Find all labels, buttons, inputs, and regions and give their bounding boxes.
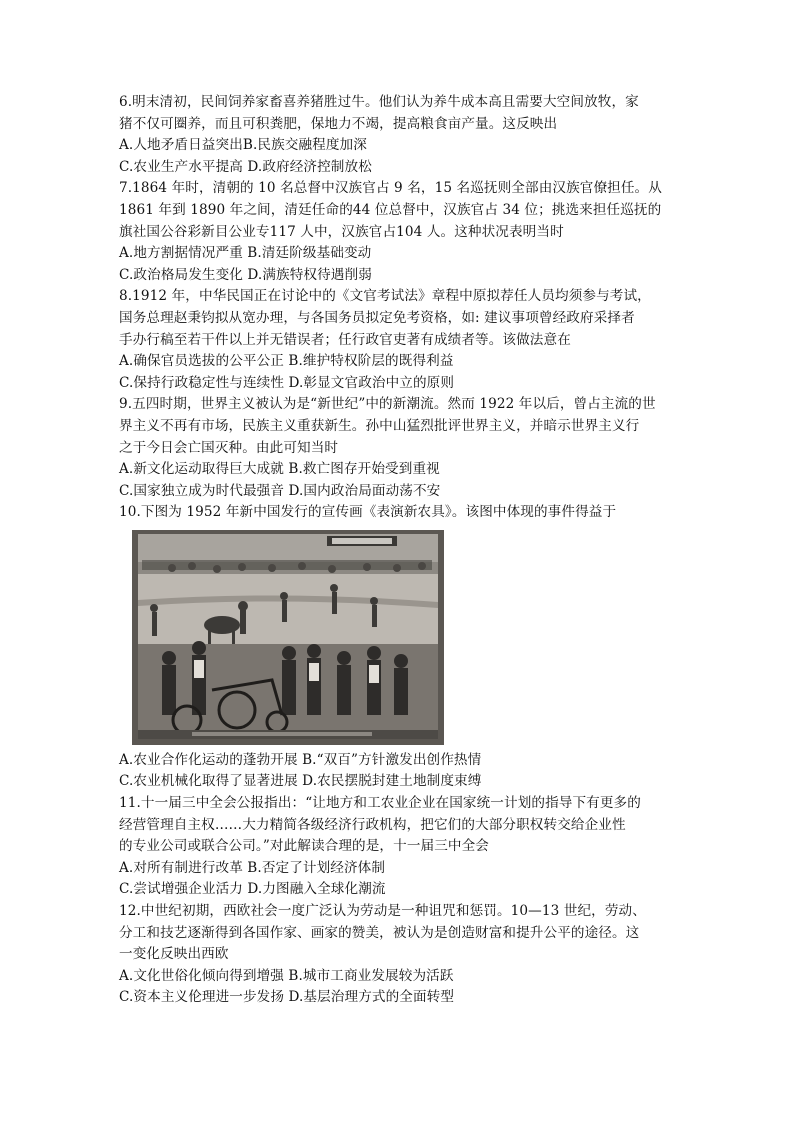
question-stem-line: 1861 年到 1890 年之间，清廷任命的44 位总督中，汉族官占 34 位；挑选来担任巡抚的 [119,201,662,218]
answer-option[interactable]: C.国家独立成为时代最强音 D.国内政治局面动荡不安 [119,482,441,499]
answer-option[interactable]: A.文化世俗化倾向得到增强 B.城市工商业发展较为活跃 [119,967,454,984]
question-stem-line: 猪不仅可圈养，而且可积粪肥，保地力不竭，提高粮食亩产量。这反映出 [119,115,558,132]
question-stem-line: 9.五四时期，世界主义被认为是“新世纪”中的新潮流。然而 1922 年以后，曾占主流的世 [119,396,656,413]
question-12 [119,901,679,1009]
question-stem-line: 分工和技艺逐渐得到各国作家、画家的赞美，被认为是创造财富和提升公平的途径。这 [119,924,640,941]
question-stem-line: 国务总理赵秉钧拟从宽办理，与各国务员拟定免考资格，如: 建议事项曾经政府采择者 [119,309,635,326]
question-stem-line: 7.1864 年时，清朝的 10 名总督中汉族官占 9 名，15 名巡抚则全部由汉族官僚担任。从 [119,180,662,197]
question-10 [119,502,679,793]
question-stem-line: 一变化反映出西欧 [119,946,229,963]
question-6 [119,92,679,178]
answer-option[interactable]: A.农业合作化运动的蓬勃开展 B.“双百”方针激发出创作热情 [119,751,482,768]
question-9 [119,394,679,502]
question-stem-line: 之于今日会亡国灭种。由此可知当时 [119,439,339,456]
question-stem-line: 经营管理自主权……大力精简各级经济行政机构，把它们的大部分职权转交给企业性 [119,816,626,833]
answer-option[interactable]: C.政治格局发生变化 D.满族特权待遇削弱 [119,266,372,283]
answer-option[interactable]: C.保持行政稳定性与连续性 D.彰显文官政治中立的原则 [119,374,455,391]
question-stem-line: 8.1912 年，中华民国正在讨论中的《文官考试法》章程中原拟荐任人员均须参与考试， [119,288,651,305]
answer-option[interactable]: A.地方割据情况严重 B.清廷阶级基础变动 [119,245,372,262]
answer-option[interactable]: A.人地矛盾日益突出B.民族交融程度加深 [119,137,367,154]
answer-option[interactable]: A.对所有制进行改革 B.否定了计划经济体制 [119,859,386,876]
answer-option[interactable]: C.尝试增强企业活力 D.力图融入全球化潮流 [119,881,386,898]
answer-option[interactable]: A.确保官员选拔的公平公正 B.维护特权阶层的既得利益 [119,353,454,370]
answer-option[interactable]: C.农业生产水平提高 D.政府经济控制放松 [119,158,372,175]
question-stem-line: 6.明末清初，民间饲养家畜喜养猪胜过牛。他们认为养牛成本高且需要大空间放牧，家 [119,94,639,110]
question-stem-line: 11.十一届三中全会公报指出：“让地方和工农业企业在国家统一计划的指导下有更多的 [119,795,641,812]
question-stem-line: 的专业公司或联合公司。”对此解读合理的是，十一届三中全会 [119,838,489,855]
question-stem-line: 10.下图为 1952 年新中国发行的宣传画《表演新农具》。该图中体现的事件得益于 [119,504,617,521]
question-stem-line: 手办行稿至若干件以上并无错误者；任行政官吏著有成绩者等。该做法意在 [119,331,571,348]
question-7 [119,178,679,286]
question-stem-line: 界主义不再有市场，民族主义重获新生。孙中山猛烈批评世界主义，并暗示世界主义行 [119,417,640,434]
question-8 [119,286,679,394]
question-page [119,92,679,1009]
answer-option[interactable]: C.农业机械化取得了显著进展 D.农民摆脱封建土地制度束缚 [119,773,482,790]
question-stem-line: 12.中世纪初期，西欧社会一度广泛认为劳动是一种诅咒和惩罚。10—13 世纪，劳动、 [119,903,646,920]
propaganda-painting-image [132,530,444,745]
question-11 [119,793,679,901]
painting-illustration [132,530,444,745]
answer-option[interactable]: C.资本主义伦理进一步发扬 D.基层治理方式的全面转型 [119,989,455,1006]
answer-option[interactable]: A.新文化运动取得巨大成就 B.救亡图存开始受到重视 [119,461,440,478]
question-stem-line: 旗社国公谷彩新目公业专117 人中，汉族官占104 人。这种状况表明当时 [119,223,564,240]
